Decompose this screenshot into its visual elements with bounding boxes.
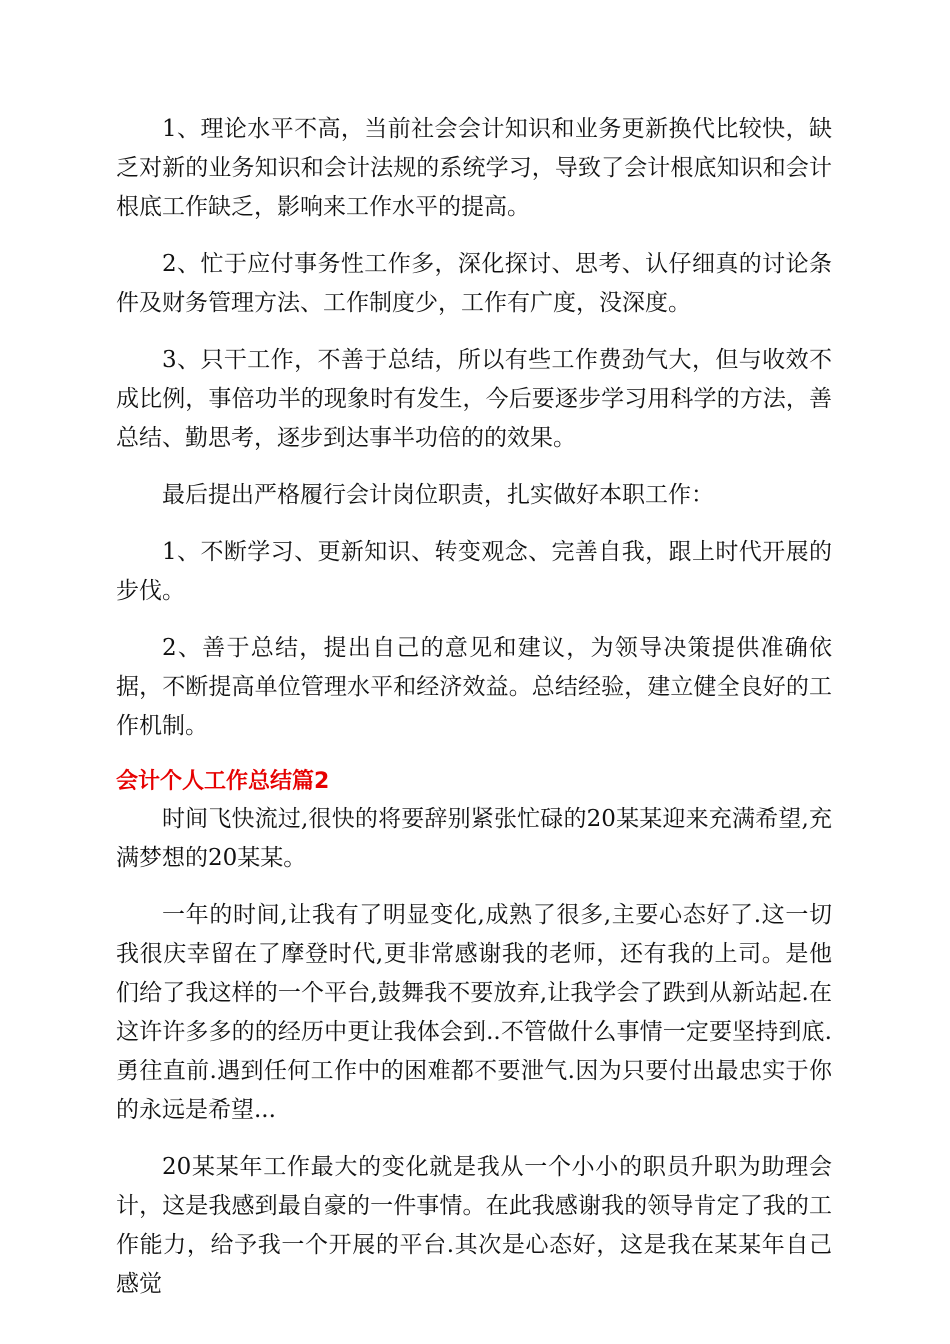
paragraph-problem-2: 2、忙于应付事务性工作多，深化探讨、思考、认仔细真的讨论条件及财务管理方法、工作制度少，工作有广度，没深度。 xyxy=(116,251,832,316)
paragraph-duties-intro: 最后提出严格履行会计岗位职责，扎实做好本职工作： xyxy=(162,482,714,508)
paragraph-year-reflection: 一年的时间,让我有了明显变化,成熟了很多,主要心态好了.这一切我很庆幸留在了摩登时代,更非常感谢我的老师，还有我的上司。是他们给了我这样的一个平台,鼓舞我不要放弃,让我学会了跌到从新站起.在这许许多多的的经历中更让我体会到..不管做什么事情一定要坚持到底.勇往直前.遇到任何工作中的困难都不要泄气.因为只要付出最忠实于你的永远是希望... xyxy=(116,902,832,1123)
paragraph-duty-2: 2、善于总结，提出自己的意见和建议，为领导决策提供准确依据，不断提高单位管理水平和经济效益。总结经验，建立健全良好的工作机制。 xyxy=(116,635,832,739)
paragraph-duty-1: 1、不断学习、更新知识、转变观念、完善自我，跟上时代开展的步伐。 xyxy=(116,539,832,604)
paragraph-promotion: 20某某年工作最大的变化就是我从一个小小的职员升职为助理会计，这是我感到最自豪的一件事情。在此我感谢我的领导肯定了我的工作能力，给予我一个开展的平台.其次是心态好，这是我在某某年自己感觉 xyxy=(116,1154,832,1297)
paragraph-intro: 时间飞快流过,很快的将要辞别紧张忙碌的20某某迎来充满希望,充满梦想的20某某。 xyxy=(116,806,832,871)
document-body xyxy=(116,110,832,1322)
paragraph-problem-3: 3、只干工作，不善于总结，所以有些工作费劲气大，但与收效不成比例，事倍功半的现象时有发生，今后要逐步学习用科学的方法，善总结、勤思考，逐步到达事半功倍的的效果。 xyxy=(116,347,832,451)
paragraph-problem-1: 1、理论水平不高，当前社会会计知识和业务更新换代比较快，缺乏对新的业务知识和会计法规的系统学习，导致了会计根底知识和会计根底工作缺乏，影响来工作水平的提高。 xyxy=(116,116,832,220)
section-heading: 会计个人工作总结篇2 xyxy=(116,769,330,794)
